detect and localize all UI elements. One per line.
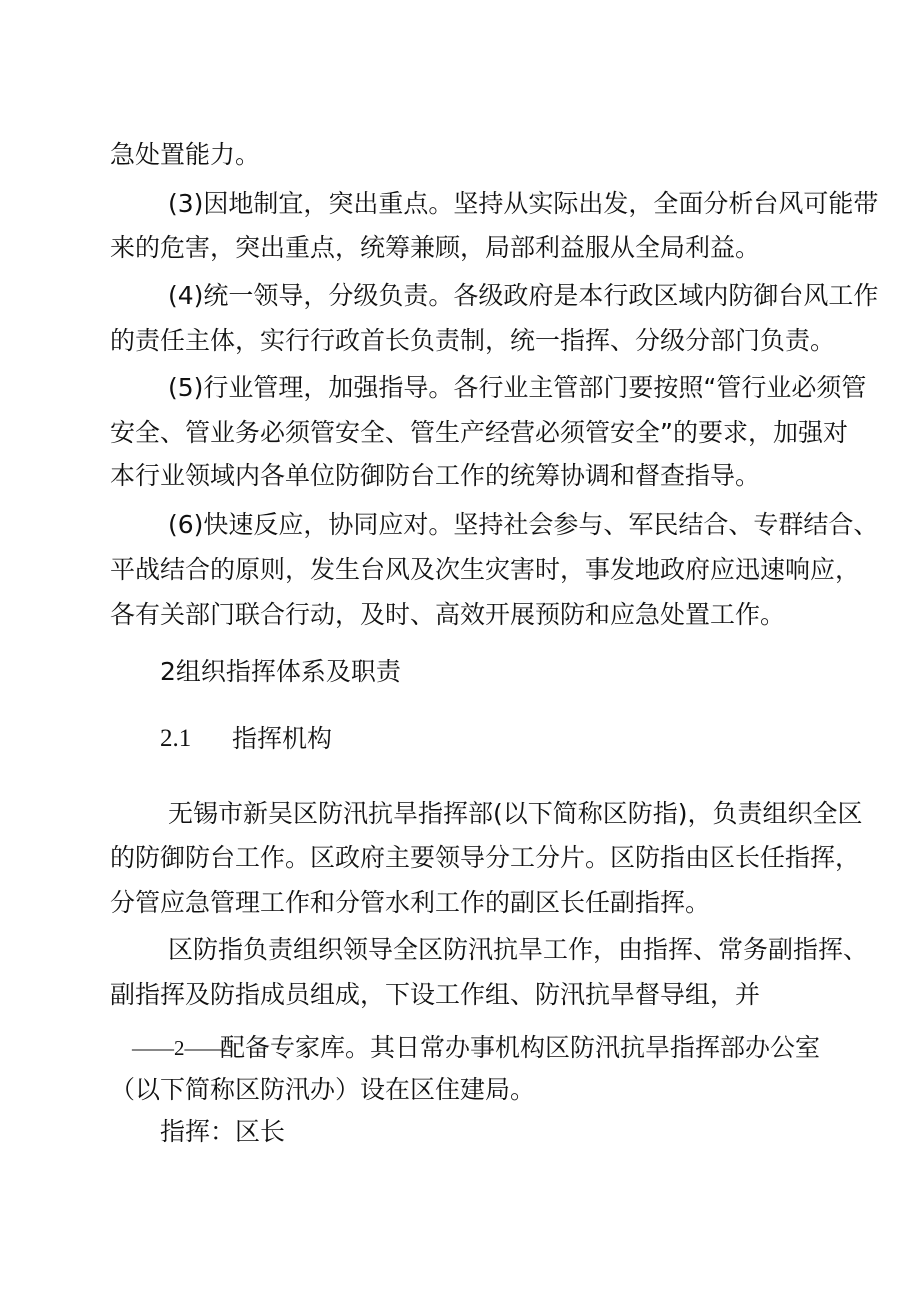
- paragraph-line: 配备专家库。其日常办事机构区防汛抗旱指挥部办公室: [220, 1033, 821, 1062]
- section-title: 指挥机构: [232, 724, 333, 753]
- paragraph-line: 本行业领域内各单位防御防台工作的统筹协调和督查指导。: [110, 461, 761, 490]
- paragraph-line: 来的危害，突出重点，统筹兼顾，局部利益服从全局利益。: [110, 233, 761, 262]
- paragraph-line: (3)因地制宜，突出重点。坚持从实际出发，全面分析台风可能带: [168, 189, 879, 218]
- page-number: ——2——: [132, 1036, 227, 1060]
- paragraph-line: 急处置能力。: [110, 140, 261, 169]
- paragraph-line: 各有关部门联合行动，及时、高效开展预防和应急处置工作。: [110, 600, 786, 629]
- paragraph-line: 的防御防台工作。区政府主要领导分工分片。区防指由区长任指挥，: [110, 843, 861, 872]
- paragraph-line: (4)统一领导，分级负责。各级政府是本行政区域内防御台风工作: [168, 281, 879, 310]
- paragraph-line: (5)行业管理，加强指导。各行业主管部门要按照“管行业必须管: [168, 373, 867, 402]
- paragraph-line: （以下简称区防汛办）设在区住建局。: [110, 1075, 536, 1104]
- section-heading-2: 2组织指挥体系及职责: [160, 657, 401, 686]
- paragraph-line: 副指挥及防指成员组成，下设工作组、防汛抗旱督导组，并: [110, 980, 761, 1009]
- paragraph-line: 分管应急管理工作和分管水利工作的副区长任副指挥。: [110, 888, 711, 917]
- section-number: 2.1: [160, 725, 192, 752]
- paragraph-line: 区防指负责组织领导全区防汛抗旱工作，由指挥、常务副指挥、: [168, 935, 869, 964]
- paragraph-line: 安全、管业务必须管安全、管生产经营必须管安全”的要求，加强对: [110, 418, 848, 447]
- paragraph-line: (6)快速反应，协同应对。坚持社会参与、军民结合、专群结合、: [168, 510, 879, 539]
- paragraph-line: 的责任主体，实行行政首长负责制，统一指挥、分级分部门负责。: [110, 326, 836, 355]
- paragraph-line: 指挥：区长: [160, 1117, 286, 1146]
- paragraph-line: 平战结合的原则，发生台风及次生灾害时，事发地政府应迅速响应，: [110, 555, 861, 584]
- paragraph-line: 无锡市新吴区防汛抗旱指挥部(以下简称区防指)，负责组织全区: [168, 799, 863, 828]
